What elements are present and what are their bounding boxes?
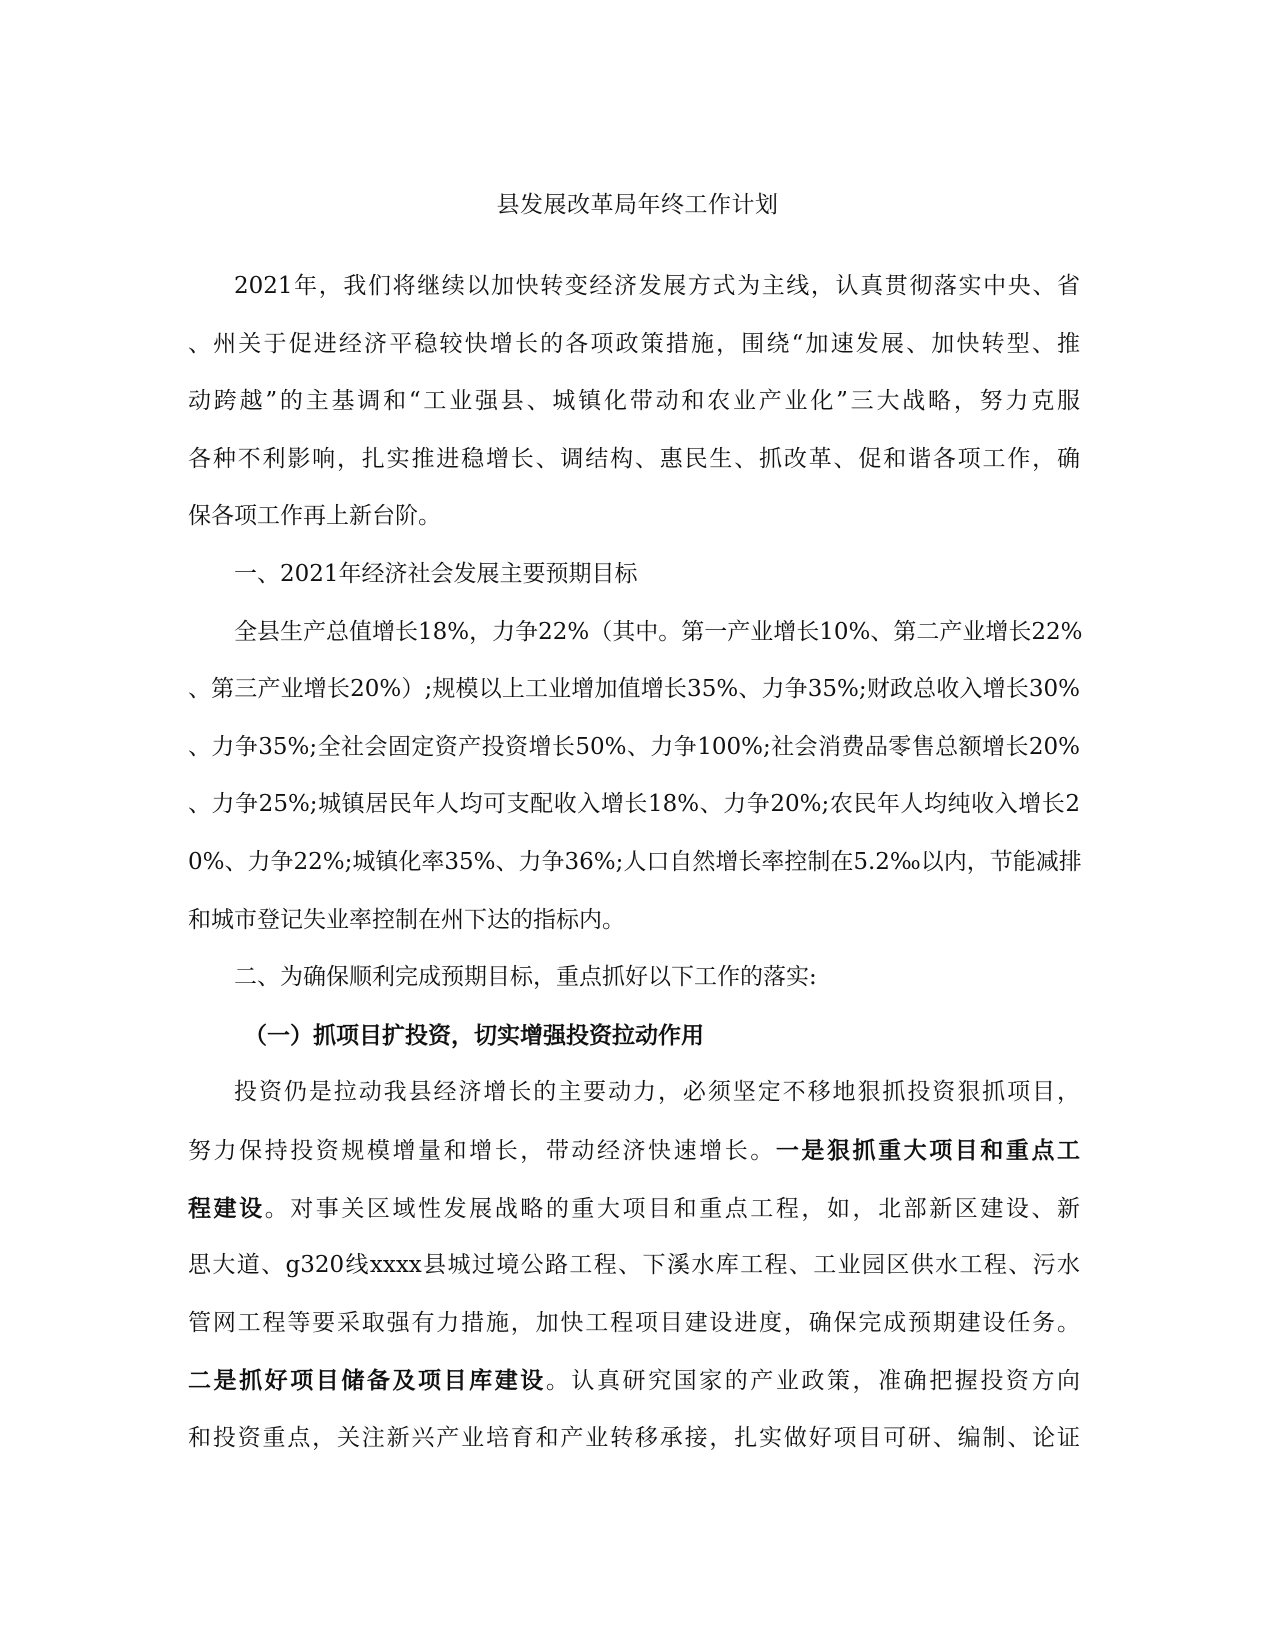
para-line-7: 和投资重点，关注新兴产业培育和产业转移承接，扎实做好项目可研、编制、论证 (188, 1424, 1080, 1451)
section-1-heading: 一、2021年经济社会发展主要预期目标 (234, 560, 638, 587)
para-line-6-bold: 二是抓好项目储备及项目库建设 (188, 1367, 546, 1395)
para-line-3-text: 。对事关区域性发展战略的重大项目和重点工程，如，北部新区建设、新 (264, 1195, 1081, 1222)
para-line-3-bold: 程建设 (188, 1194, 265, 1222)
intro-line-5: 保各项工作再上新台阶。 (188, 503, 441, 530)
para-line-1: 投资仍是拉动我县经济增长的主要动力，必须坚定不移地狠抓投资狠抓项目， (234, 1079, 1080, 1106)
section-1-line-4: 、力争25%;城镇居民年人均可支配收入增长18%、力争20%;农民年人均纯收入增长2 (188, 791, 1080, 818)
para-line-6 (188, 1352, 1080, 1410)
intro-line-4: 各种不利影响，扎实推进稳增长、调结构、惠民生、抓改革、促和谐各项工作，确 (188, 445, 1080, 472)
para-line-4: 思大道、g320线xxxx县城过境公路工程、下溪水库工程、工业园区供水工程、污水 (188, 1252, 1080, 1279)
para-line-6-text: 。认真研究国家的产业政策，准确把握投资方向 (545, 1368, 1081, 1395)
section-2-heading: 二、为确保顺利完成预期目标，重点抓好以下工作的落实: (234, 964, 817, 991)
intro-line-3: 动跨越”的主基调和“工业强县、城镇化带动和农业产业化”三大战略，努力克服 (188, 388, 1080, 415)
para-line-2-bold: 一是狠抓重大项目和重点工 (775, 1136, 1081, 1164)
section-1-line-2: 、第三产业增长20%）;规模以上工业增加值增长35%、力争35%;财政总收入增长30% (188, 676, 1080, 703)
section-1-line-6: 和城市登记失业率控制在州下达的指标内。 (188, 906, 625, 933)
intro-line-2: 、州关于促进经济平稳较快增长的各项政策措施，围绕“加速发展、加快转型、推 (188, 330, 1080, 357)
subsection-1-heading: （一）抓项目扩投资，切实增强投资拉动作用 (244, 1021, 704, 1049)
section-1-line-3: 、力争35%;全社会固定资产投资增长50%、力争100%;社会消费品零售总额增长20% (188, 733, 1080, 760)
document-body (188, 258, 1083, 1467)
para-line-3 (188, 1180, 1080, 1238)
section-1-line-5: 0%、力争22%;城镇化率35%、力争36%;人口自然增长率控制在5.2‰以内，节能减排 (188, 848, 1082, 875)
intro-line-1: 2021年，我们将继续以加快转变经济发展方式为主线，认真贯彻落实中央、省 (234, 273, 1080, 299)
para-line-2 (188, 1122, 1080, 1180)
section-1-line-1: 全县生产总值增长18%，力争22%（其中。第一产业增长10%、第二产业增长22% (234, 618, 1083, 645)
document-title: 县发展改革局年终工作计划 (496, 192, 779, 218)
para-line-5: 管网工程等要采取强有力措施，加快工程项目建设进度，确保完成预期建设任务。 (188, 1309, 1080, 1336)
para-line-2-text: 努力保持投资规模增量和增长，带动经济快速增长。 (188, 1137, 776, 1164)
